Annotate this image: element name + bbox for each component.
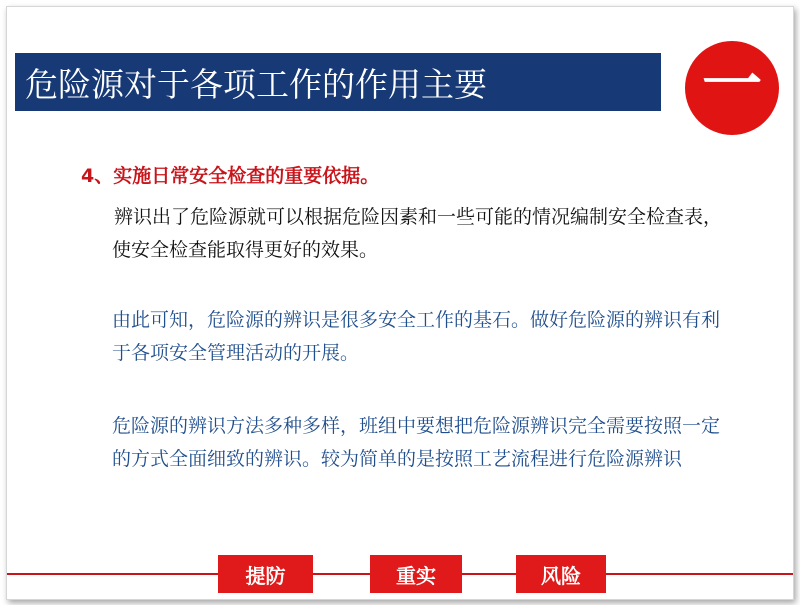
tag-zhongshi: 重实	[370, 555, 462, 593]
paragraph-2: 由此可知，危险源的辨识是很多安全工作的基石。做好危险源的辨识有利于各项安全管理活动的开展。	[112, 309, 721, 364]
tag-fengxian: 风险	[516, 555, 606, 593]
section-number: 一	[702, 50, 762, 120]
slide-title: 危险源对于各项工作的作用主要	[25, 64, 487, 104]
slide	[6, 6, 794, 600]
point-heading: 4、实施日常安全检查的重要依据。	[81, 165, 380, 187]
paragraph-1: 辨识出了危险源就可以根据危险因素和一些可能的情况编制安全检查表，使安全检查能取得更好的效果。	[112, 206, 723, 261]
section-number-badge	[685, 41, 779, 135]
title-bar	[15, 53, 661, 111]
tag-tifang: 提防	[218, 555, 313, 593]
paragraph-3: 危险源的辨识方法多种多样，班组中要想把危险源辨识完全需要按照一定的方式全面细致的辨识。较为简单的是按照工艺流程进行危险源辨识	[112, 415, 721, 470]
